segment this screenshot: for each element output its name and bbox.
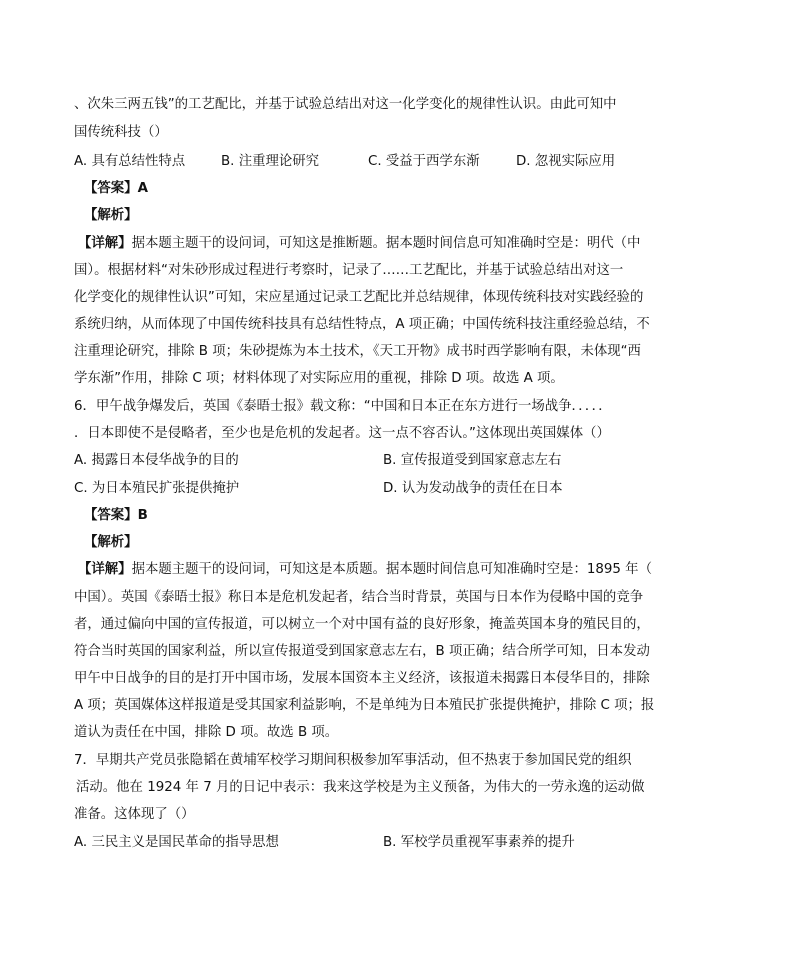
q6-analysis-tag: 【解析】: [84, 535, 138, 550]
q6-detail-line-4: 符合当时英国的国家利益，所以宣传报道受到国家意志左右，B 项正确；结合所学可知，日本发动: [74, 644, 650, 659]
q6-detail-line-2: 中国）。英国《泰晤士报》称日本是危机发起者，结合当时背景，英国与日本作为侵略中国的竞争: [74, 590, 644, 605]
q6-answer-value: B: [137, 508, 148, 523]
q5-stem-line-1: 、次朱三两五钱”的工艺配比，并基于试验总结出对这一化学变化的规律性认识。由此可知中: [74, 97, 617, 112]
q6-detail-line-5: 甲午中日战争的目的是打开中国市场，发展本国资本主义经济，该报道未揭露日本侵华目的，排除: [74, 671, 650, 686]
q6-stem-line-2: ．日本即使不是侵略者，至少也是危机的发起者。这一点不容否认。”这体现出英国媒体（）: [74, 426, 610, 441]
q6-answer-tag: 【答案】: [84, 508, 138, 523]
q5-stem-line-2: 国传统科技（）: [74, 125, 168, 140]
q5-detail-line-1: [78, 235, 678, 253]
q5-answer-tag: 【答案】: [84, 181, 138, 196]
q6-detail-line-3: 者，通过偏向中国的宣传报道，可以树立一个对中国有益的良好形象，掩盖英国本身的殖民目的，: [74, 617, 650, 632]
q5-detail-line-2: 国）。根据材料“对朱砂形成过程进行考察时，记录了……工艺配比，并基于试验总结出对这一: [74, 263, 624, 278]
q6-answer-line: [84, 507, 684, 525]
q5-option-c: C. 受益于西学东渐: [368, 154, 480, 169]
q7-stem-line-2: 活动。他在 1924 年 7 月的日记中表示：我来这学校是为主义预备，为伟大的一劳永逸的运动做: [76, 780, 645, 795]
q6-option-a: A. 揭露日本侵华战争的目的: [74, 453, 239, 468]
q6-stem-line-1: 6．甲午战争爆发后，英国《泰晤士报》载文称：“中国和日本正在东方进行一场战争．．．．．: [74, 399, 612, 414]
q7-option-b: B. 军校学员重视军事素养的提升: [383, 835, 575, 850]
q5-option-d: D. 忽视实际应用: [516, 154, 616, 169]
q5-detail-tag: 【详解】: [78, 236, 132, 251]
q5-detail-text-1: 据本题主题干的设问词，可知这是推断题。据本题时间信息可知准确时空是：明代（中: [131, 236, 641, 251]
q6-detail-line-7: 道认为责任在中国，排除 D 项。故选 B 项。: [74, 725, 339, 740]
q5-answer-value: A: [137, 181, 148, 196]
q5-detail-line-5: 注重理论研究，排除 B 项；朱砂提炼为本土技术，《天工开物》成书时西学影响有限，未体现“西: [74, 344, 641, 359]
q5-detail-line-4: 系统归纳，从而体现了中国传统科技具有总结性特点，A 项正确；中国传统科技注重经验总结，不: [74, 317, 650, 332]
q6-detail-text-1: 据本题主题干的设问词，可知这是本质题。据本题时间信息可知准确时空是：1895 年（: [131, 562, 652, 577]
q5-detail-line-6: 学东渐”作用，排除 C 项；材料体现了对实际应用的重视，排除 D 项。故选 A 项。: [74, 371, 564, 386]
q5-option-a: A. 具有总结性特点: [74, 154, 186, 169]
q6-option-d: D. 认为发动战争的责任在日本: [383, 481, 563, 496]
q7-option-a: A. 三民主义是国民革命的指导思想: [74, 835, 279, 850]
q7-stem-line-3: 准备。这体现了（）: [74, 807, 195, 822]
q6-detail-line-1: [78, 561, 678, 579]
q6-detail-line-6: A 项；英国媒体这样报道是受其国家利益影响，不是单纯为日本殖民扩张提供掩护，排除 C 项；报: [74, 698, 655, 713]
q6-detail-tag: 【详解】: [78, 562, 132, 577]
q6-option-c: C. 为日本殖民扩张提供掩护: [74, 481, 240, 496]
q7-stem-line-1: 7．早期共产党员张隐韬在黄埔军校学习期间积极参加军事活动，但不热衷于参加国民党的组织: [74, 753, 632, 768]
q5-analysis-tag: 【解析】: [84, 208, 138, 223]
q6-option-b: B. 宣传报道受到国家意志左右: [383, 453, 562, 468]
q5-option-b: B. 注重理论研究: [221, 154, 320, 169]
q5-answer-line: [84, 180, 684, 198]
q5-detail-line-3: 化学变化的规律性认识”可知，宋应星通过记录工艺配比并总结规律，体现传统科技对实践经验的: [74, 290, 644, 305]
